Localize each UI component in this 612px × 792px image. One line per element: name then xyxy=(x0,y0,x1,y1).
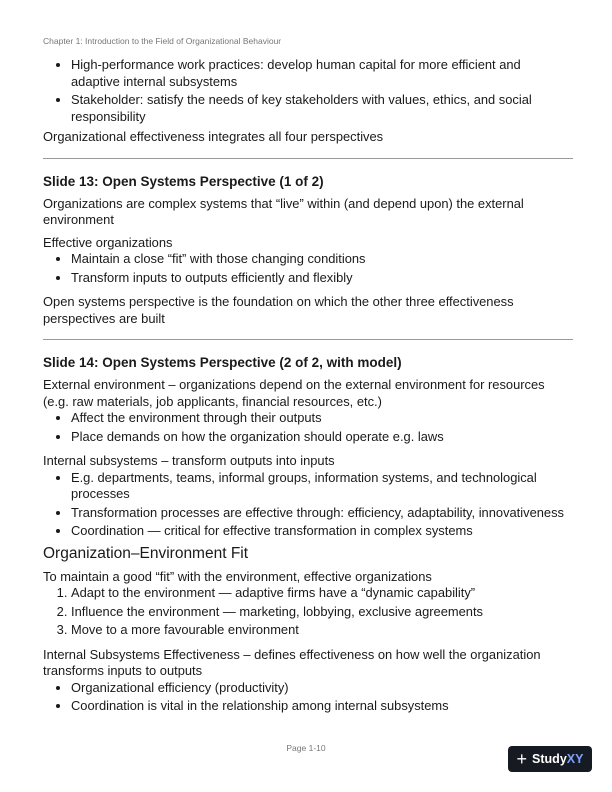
list-item: 2. Influence the environment — marketing, lobbying, exclusive agreements xyxy=(71,604,573,621)
fit-bullet-list xyxy=(43,680,573,715)
fit-heading: Organization–Environment Fit xyxy=(43,544,249,562)
studyxy-logo-badge[interactable] xyxy=(508,746,592,772)
list-item: 1. Adapt to the environment — adaptive firms have a “dynamic capability” xyxy=(71,585,573,602)
plus-icon: + xyxy=(516,749,528,769)
list-item: • High-performance work practices: develop human capital for more efficient and adaptive internal subsystems xyxy=(71,57,573,90)
list-item: • Transformation processes are effective through: efficiency, adaptability, innovativeness xyxy=(71,505,573,522)
intro-bullet-list xyxy=(43,57,573,125)
slide13-bullet-list xyxy=(43,251,573,286)
section-divider xyxy=(43,339,573,340)
list-item: • Maintain a close “fit” with those changing conditions xyxy=(71,251,573,268)
document-body xyxy=(43,57,573,717)
slide14-paragraph: External environment – organizations depend on the external environment for resources (e.g. raw materials, job applicants, financial resources, etc.) xyxy=(43,377,545,409)
slide13-title: Slide 13: Open Systems Perspective (1 of 2) xyxy=(43,173,324,189)
list-item: • Coordination — critical for effective transformation in complex systems xyxy=(71,523,573,540)
slide13-paragraph: Effective organizations xyxy=(43,234,173,250)
slide14-title: Slide 14: Open Systems Perspective (2 of 2, with model) xyxy=(43,355,402,370)
slide14-bullet-list xyxy=(43,470,573,540)
slide14-bullet-list xyxy=(43,410,573,445)
list-item: 3. Move to a more favourable environment xyxy=(71,622,573,639)
list-item: • Coordination is vital in the relationship among internal subsystems xyxy=(71,698,573,715)
page-number: Page 1-10 xyxy=(286,743,326,753)
running-header: Chapter 1: Introduction to the Field of Organizational Behaviour xyxy=(43,36,282,46)
brand-name-part: Study xyxy=(532,752,567,766)
list-item: • Stakeholder: satisfy the needs of key stakeholders with values, ethics, and social responsibility xyxy=(71,92,573,125)
list-item: • Organizational efficiency (productivity) xyxy=(71,680,573,697)
fit-paragraph: Internal Subsystems Effectiveness – defines effectiveness on how well the organization transforms inputs to outputs xyxy=(43,646,541,678)
fit-numbered-list xyxy=(43,585,573,639)
list-item: • Transform inputs to outputs efficiently and flexibly xyxy=(71,270,573,287)
list-item: • Affect the environment through their outputs xyxy=(71,410,573,427)
list-item: • E.g. departments, teams, informal groups, information systems, and technological processes xyxy=(71,470,573,503)
slide13-paragraph: Open systems perspective is the foundation on which the other three effectiveness perspectives are built xyxy=(43,294,514,326)
list-item: • Place demands on how the organization should operate e.g. laws xyxy=(71,429,573,446)
slide14-paragraph: Internal subsystems – transform outputs into inputs xyxy=(43,453,335,468)
brand-name-accent: XY xyxy=(566,752,584,766)
fit-paragraph: To maintain a good “fit” with the environment, effective organizations xyxy=(43,568,432,584)
intro-summary: Organizational effectiveness integrates all four perspectives xyxy=(43,129,384,144)
slide13-paragraph: Organizations are complex systems that “live” within (and depend upon) the external environment xyxy=(43,195,524,227)
section-divider xyxy=(43,158,573,159)
